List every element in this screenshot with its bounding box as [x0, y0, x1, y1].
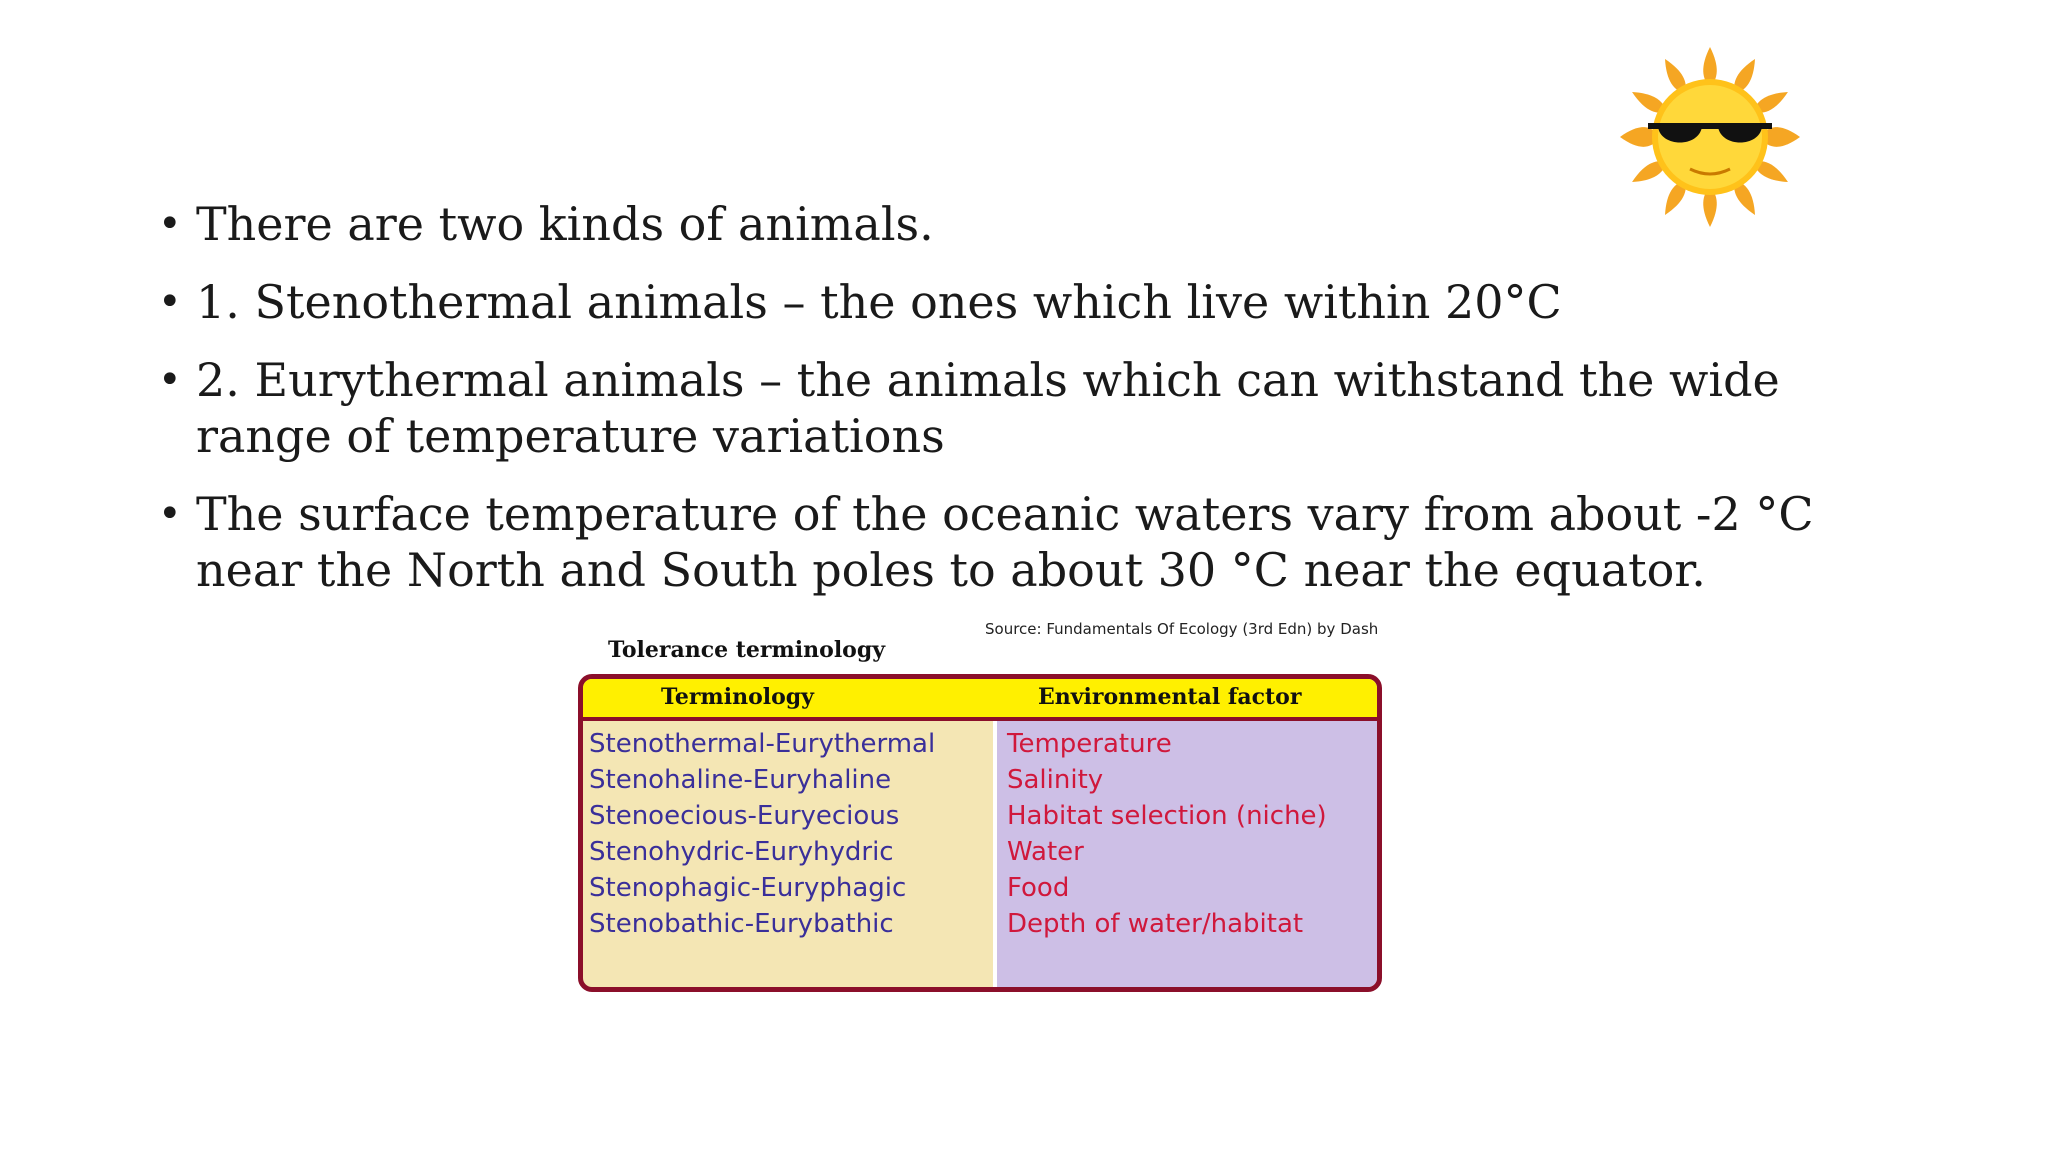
factor-cell: Temperature: [1007, 729, 1172, 759]
bullet-list: [148, 196, 1868, 620]
figure-source: Source: Fundamentals Of Ecology (3rd Edn) by Dash: [985, 620, 1379, 638]
term-cell: Stenophagic-Euryphagic: [589, 873, 907, 903]
factor-cell: Habitat selection (niche): [1007, 801, 1327, 831]
bullet-dot: •: [158, 201, 182, 247]
table-row: [583, 799, 1377, 835]
bullet-item: [148, 274, 1868, 330]
term-cell: Stenoecious-Euryecious: [589, 801, 900, 831]
header-environmental-factor: Environmental factor: [1038, 684, 1302, 710]
table-row: [583, 907, 1377, 943]
tolerance-table: [578, 674, 1382, 992]
table-header: [583, 679, 1377, 721]
bullet-item: [148, 352, 1868, 464]
factor-cell: Food: [1007, 873, 1070, 903]
table-row: [583, 835, 1377, 871]
figure-title: Tolerance terminology: [608, 637, 886, 663]
term-cell: Stenobathic-Eurybathic: [589, 909, 894, 939]
table-body: [583, 727, 1377, 943]
bullet-dot: •: [158, 491, 182, 537]
factor-cell: Water: [1007, 837, 1084, 867]
bullet-text: 1. Stenothermal animals – the ones which live within 20°C: [196, 275, 1562, 329]
term-cell: Stenothermal-Eurythermal: [589, 729, 936, 759]
term-cell: Stenohaline-Euryhaline: [589, 765, 892, 795]
term-cell: Stenohydric-Euryhydric: [589, 837, 894, 867]
bullet-item: [148, 486, 1868, 598]
bullet-text: The surface temperature of the oceanic waters vary from about -2 °C near the North and South poles to about 30 °C near the equator.: [196, 487, 1814, 597]
table-row: [583, 871, 1377, 907]
factor-cell: Salinity: [1007, 765, 1104, 795]
table-row: [583, 727, 1377, 763]
bullet-dot: •: [158, 357, 182, 403]
bullet-item: [148, 196, 1868, 252]
factor-cell: Depth of water/habitat: [1007, 909, 1304, 939]
bullet-text: 2. Eurythermal animals – the animals which can withstand the wide range of temperature variations: [196, 353, 1780, 463]
bullet-text: There are two kinds of animals.: [196, 197, 934, 251]
header-terminology: Terminology: [661, 684, 814, 710]
table-row: [583, 763, 1377, 799]
bullet-dot: •: [158, 279, 182, 325]
